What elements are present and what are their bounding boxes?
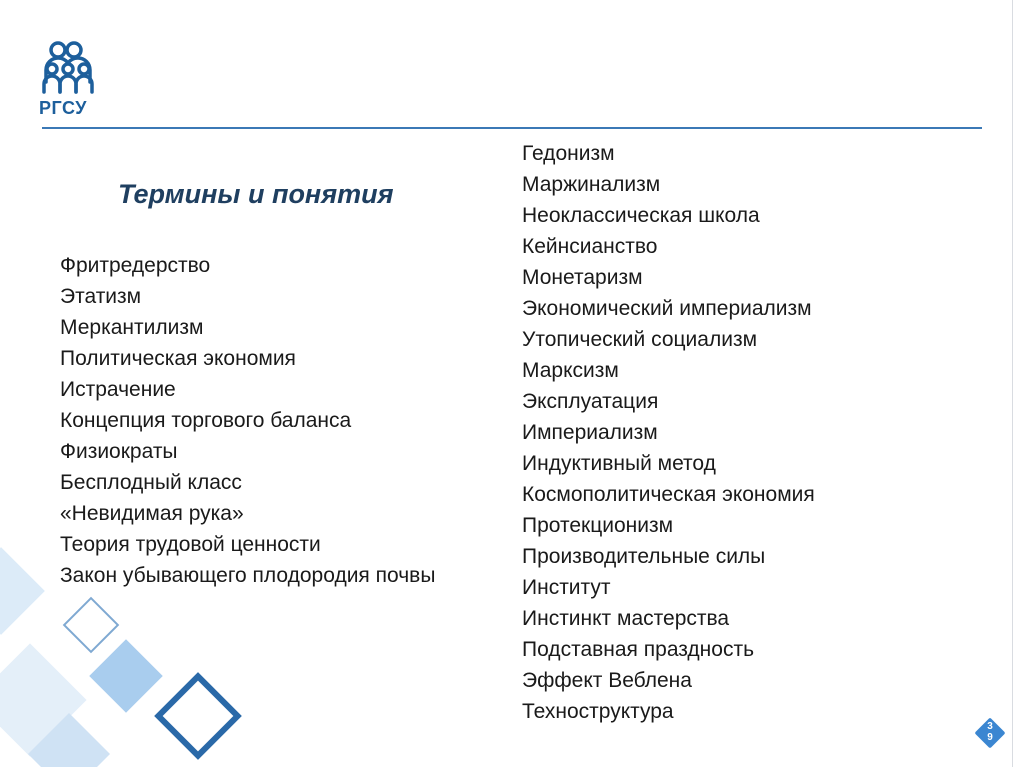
slide-edge-line [1012, 0, 1013, 767]
list-item: Марксизм [522, 359, 619, 382]
list-item: Истрачение [60, 378, 176, 401]
page-number-top: 3 [987, 721, 993, 732]
list-item: Эксплуатация [522, 390, 659, 413]
list-item: Производительные силы [522, 545, 766, 568]
decorative-diamonds-icon [0, 520, 260, 767]
list-item: Экономический империализм [522, 297, 812, 320]
list-item: Подставная праздность [522, 638, 755, 661]
list-item: Политическая экономия [60, 347, 296, 370]
list-item: Концепция торгового баланса [60, 409, 352, 432]
list-item: Маржинализм [522, 173, 661, 196]
list-item: Гедонизм [522, 142, 615, 165]
list-item: Фритредерство [60, 254, 211, 277]
list-item: Закон убывающего плодородия почвы [60, 564, 436, 587]
list-item: Неоклассическая школа [522, 204, 760, 227]
logo-text: РГСУ [39, 98, 87, 118]
list-item: Индуктивный метод [522, 452, 716, 475]
list-item: Кейнсианство [522, 235, 658, 258]
list-item: Протекционизм [522, 514, 674, 537]
header-divider [42, 127, 982, 129]
list-item: Бесплодный класс [60, 471, 242, 494]
list-item: Этатизм [60, 285, 142, 308]
list-item: Теория трудовой ценности [60, 533, 321, 556]
right-terms-list [522, 138, 815, 727]
list-item: Утопический социализм [522, 328, 758, 351]
list-item: Монетаризм [522, 266, 643, 289]
list-item: Институт [522, 576, 611, 599]
list-item: Космополитическая экономия [522, 483, 815, 506]
page-number [980, 721, 1000, 743]
list-item: Техноструктура [522, 700, 674, 723]
slide-title: Термины и понятия [118, 179, 394, 209]
list-item: Империализм [522, 421, 658, 444]
list-item: Меркантилизм [60, 316, 204, 339]
list-item: Эффект Веблена [522, 669, 692, 692]
page-number-bottom: 9 [987, 732, 993, 743]
list-item: Физиократы [60, 440, 178, 463]
list-item: Инстинкт мастерства [522, 607, 730, 630]
list-item: «Невидимая рука» [60, 502, 244, 525]
